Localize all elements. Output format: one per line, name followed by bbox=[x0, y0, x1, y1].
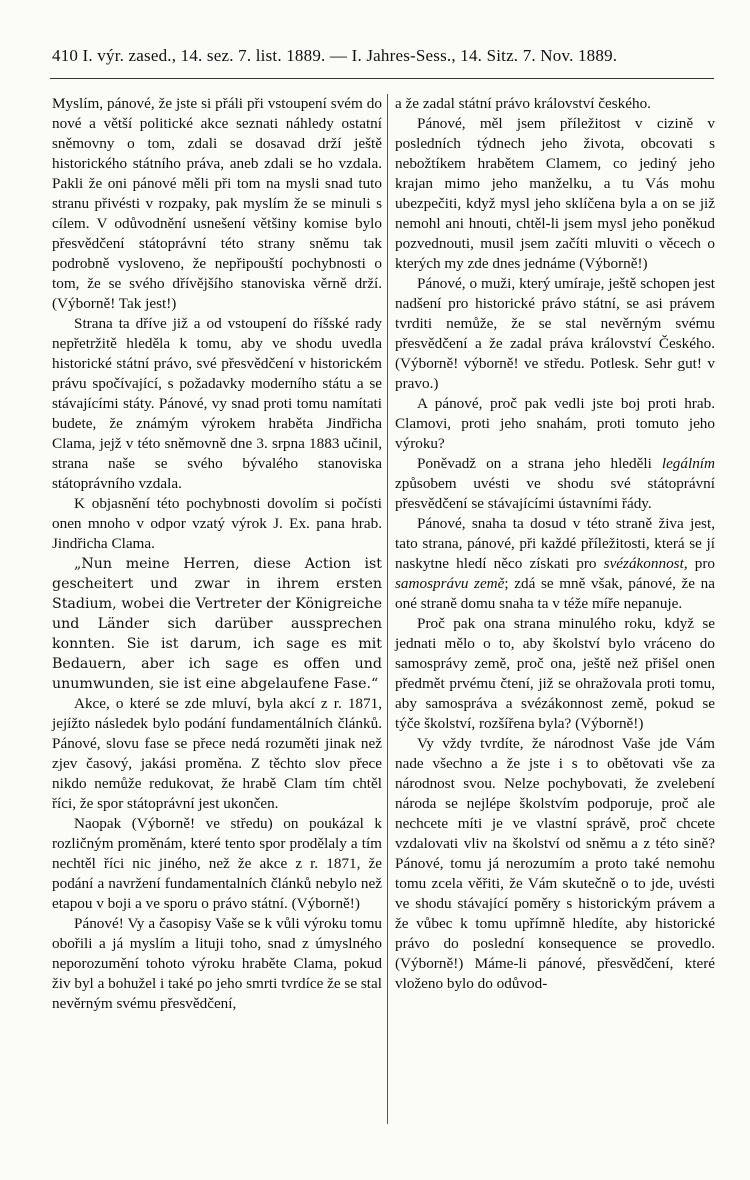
paragraph: Myslím, pánové, že jste si přáli při vstoupení svém do nové a větší politické akce seznati náhledy ostatní sněmovny o tom, zdali se dosavad drží ještě historického státního práva, aneb zdali se ho vzdala. Pakli že oni pánové měli při tom na mysli snad tuto stranu přivésti v rozpaky, pak myslím že se minuli s cílem. V odůvodnění usnešení většiny komise bylo přesvědčení státoprávní této strany sněmu tak podrobně vysloveno, že nepřipouští pochybnosti o tom, že se svého dřívějšího stanoviska věrně drží. (Výborně! Tak jest!) bbox=[52, 95, 382, 312]
text-run: Poněvadž on a strana jeho hleděli bbox=[417, 455, 662, 472]
paragraph: Pánové, o muži, který umíraje, ještě schopen jest nadšení pro historické právo státní, se asi právem tvrditi nemůže, že se stal nevěrným svému přesvědčení a že zadal práva království Českého. (Výborně! výborně! ve středu. Potlesk. Sehr gut! v pravo.) bbox=[395, 275, 715, 392]
text-run: , pro bbox=[683, 555, 716, 572]
text-run: ; zdá se mně však, pánové, že na oné straně domu snaha ta v téže míře nepanuje. bbox=[395, 575, 715, 612]
page-header: 410 I. výr. zased., 14. sez. 7. list. 1889. — I. Jahres-Sess., 14. Sitz. 7. Nov. 1889. bbox=[52, 46, 618, 65]
paragraph: a že zadal státní právo království českého. bbox=[395, 95, 651, 112]
column-divider bbox=[387, 94, 388, 1124]
paragraph: Pánové, měl jsem příležitost v cizině v posledních týdnech jeho života, obcovati s nebožtíkem hrabětem Clamem, co jediný jeho krajan mimo jeho manželku, a tu Vás mohu ubezpečiti, když mysl jeho sklíčena byla a on se již nemohl ani hnouti, chtěl-li jsem mysl jeho poněkud pozvednouti, musil jsem začíti mluviti o věcech o kterých my zde dnes jednáme (Výborně!) bbox=[395, 115, 715, 272]
paragraph: A pánové, proč pak vedli jste boj proti hrab. Clamovi, proti jeho snahám, proti tomuto jeho výroku? bbox=[395, 395, 715, 452]
header-rule bbox=[50, 78, 714, 79]
paragraph: Vy vždy tvrdíte, že národnost Vaše jde Vám nade všechno a že jste i s to obětovati vše za národnost svou. Nelze pochybovati, že zvelebení národa se nejlépe školstvím podporuje, proč ale nechcete míti je ve vlastní správě, proč chcete vzdalovati vliv na školství od sněmu a z této sině? Pánové, tomu já nerozumím a proto také nemohu tomu zcela věřiti, že Vám skutečně o to jde, uvésti ve shodu stávající poměry s historickým právem a že vůbec k tomu upřímně hledíte, aby historické právo do poslední konsequence se provedlo. (Výborně!) Máme-li pánové, přesvědčení, které vloženo bylo do odůvod- bbox=[395, 735, 715, 992]
paragraph: Pánové! Vy a časopisy Vaše se k vůli výroku tomu obořili a já myslím a lituji toho, snad z úmyslného neporozumění tohoto výroku hraběte Clama, pokud živ byl a bohužel i také po jeho smrti tvrdíce že se stal nevěrným svému přesvědčení, bbox=[52, 915, 382, 1012]
paragraph bbox=[395, 514, 715, 614]
paragraph: K objasnění této pochybnosti dovolím si počísti onen mnoho v odpor vzatý výrok J. Ex. pana hrab. Jindřicha Clama. bbox=[52, 495, 382, 552]
right-column bbox=[395, 94, 715, 994]
italic-text: samosprávu země bbox=[395, 575, 505, 592]
german-quote: „Nun meine Herren, diese Action ist gescheitert und zwar in ihrem ersten Stadium, wobei die Vertreter der Königreiche und Länder sich darüber aussprechen konnten. Sie ist darum, ich sage es mit Bedauern, aber ich sage es offen und unumwunden, sie ist eine abgelaufene Fase.“ bbox=[52, 556, 382, 692]
paragraph bbox=[395, 454, 715, 514]
text-run: způsobem uvésti ve shodu své státoprávní přesvědčení se stávajícími ústavními řády. bbox=[395, 475, 715, 512]
italic-text: legálním bbox=[661, 455, 715, 472]
paragraph: Akce, o které se zde mluví, byla akcí z r. 1871, jejížto následek bylo podání fundamentálních článků. Pánové, slovu fase se přece nedá rozuměti jinak než zjev časový, jakási proměna. Z těchto slov přece nikdo nemůže redukovat, že hrabě Clam tím chtěl říci, že spor státoprávní jest ukončen. bbox=[52, 695, 382, 812]
paragraph: Proč pak ona strana minulého roku, když se jednati mělo o to, aby školství bylo vráceno do samosprávy země, proč ona, ještě než přišel onen předmět prvému čtení, již se ohražovala proti tomu, aby samospráva a svézákonnost země, pokud se týče školství, rozšířena byla? (Výborně!) bbox=[395, 615, 715, 732]
paragraph: Naopak (Výborně! ve středu) on poukázal k rozličným proměnám, které tento spor prodělaly a tím nechtěl říci nic jiného, než že akce z r. 1871, že podání a navržení fundamentalních článků nebylo než etapou v boji a ve sporu o právo státní. (Výborně!) bbox=[52, 815, 382, 912]
italic-text: svézákonnost bbox=[603, 555, 684, 572]
text-run: Pánové, snaha ta dosud v této straně živa jest, tato strana, pánové, při každé příležitosti, která se jí naskytne hledí něco získati pro bbox=[395, 515, 715, 572]
left-column bbox=[52, 94, 382, 1014]
paragraph: Strana ta dříve již a od vstoupení do říšské rady nepřetržitě hleděla k tomu, aby ve shodu uvedla historické státní právo, své přesvědčení v historickém právu spočívající, s požadavky moderního státu a se stávajícími státy. Pánové, vy snad proti tomu namítati budete, že známým výrokem hraběta Jindřicha Clama, jejž v této sněmovně dne 3. srpna 1883 učinil, strana naše se svého bývalého stanoviska státoprávního vzdala. bbox=[52, 315, 382, 492]
